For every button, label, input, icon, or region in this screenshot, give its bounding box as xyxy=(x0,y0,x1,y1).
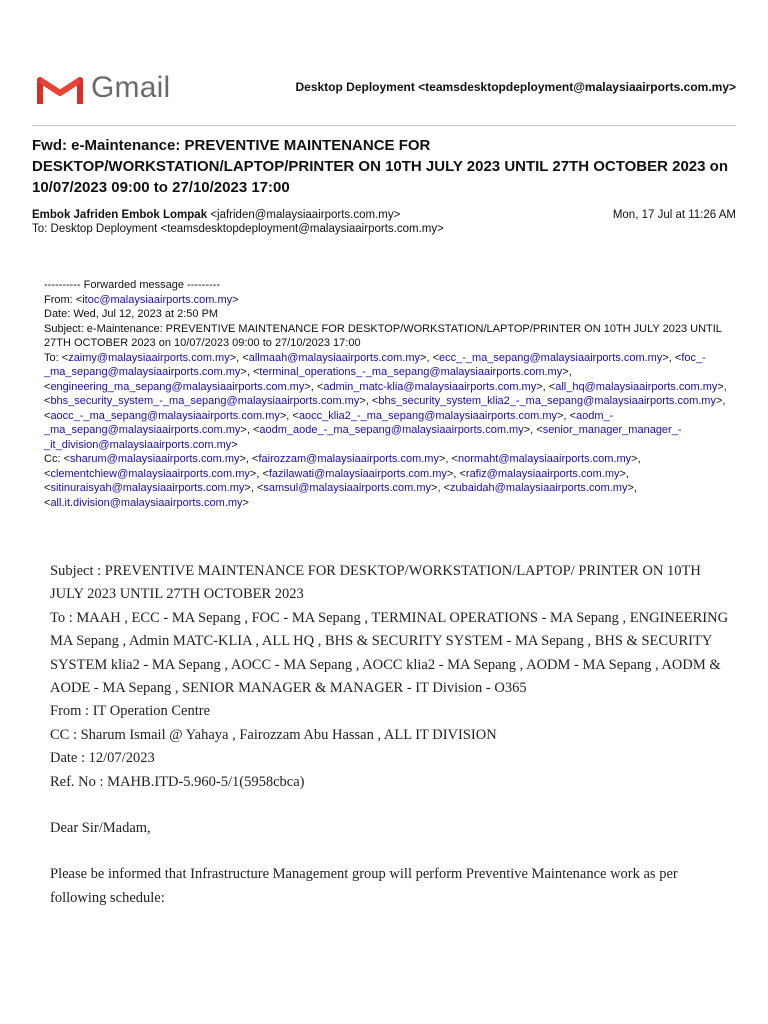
forward-subject: Subject: e-Maintenance: PREVENTIVE MAINTENANCE FOR DESKTOP/WORKSTATION/LAPTOP/PRINTER ON 10TH JULY 2023 UNTIL 27TH OCTOBER 2023 on 10/07/2023 09:00 to 27/10/2023 17:00 xyxy=(44,322,722,349)
header-divider xyxy=(32,125,736,126)
cc_recipients-email[interactable]: all.it.division@malaysiaairports.com.my xyxy=(50,496,243,509)
forward-from-label: From: < xyxy=(44,293,83,306)
gmail-header xyxy=(32,64,736,124)
body-cc: CC : Sharum Ismail @ Yahaya , Fairozzam Abu Hassan , ALL IT DIVISION xyxy=(50,726,497,743)
email-date: Mon, 17 Jul at 11:26 AM xyxy=(612,209,736,221)
to_recipients-email[interactable]: aocc_klia2_-_ma_sepang@malaysiaairports.com.my xyxy=(298,409,558,422)
forward-cc-recipients: <sharum@malaysiaairports.com.my>, <fairozzam@malaysiaairports.com.my>, <normaht@malaysiaairports.com.my>, <clementchiew@malaysiaairports.com.my>, <fazilawati@malaysiaairports.com.my>, <rafiz@malaysiaairports.com.my>, <sitinuraisyah@malaysiaairports.com.my>, <samsul@malaysiaairports.com.my>, <zubaidah@malaysiaairports.com.my>, <all.it.division@malaysiaairports.com.my> xyxy=(44,453,641,509)
body-date: Date : 12/07/2023 xyxy=(50,750,155,767)
forwarded-header xyxy=(44,278,734,510)
to_recipients-email[interactable]: aodm_-_ma_sepang@malaysiaairports.com.my xyxy=(44,409,614,436)
forward-from xyxy=(44,293,734,308)
sender-line xyxy=(32,208,736,222)
gmail-logo xyxy=(37,69,177,109)
to_recipients-email[interactable]: senior_manager_manager_-_it_division@malaysiaairports.com.my xyxy=(44,424,682,451)
forward-divider: ---------- Forwarded message --------- xyxy=(44,279,220,291)
forward-to-label: To: xyxy=(44,351,59,364)
sender-email: <jafriden@malaysiaairports.com.my> xyxy=(210,209,401,221)
body-from: From : IT Operation Centre xyxy=(50,703,211,720)
to_recipients-email[interactable]: engineering_ma_sepang@malaysiaairports.com.my xyxy=(50,380,305,393)
cc_recipients-email[interactable]: fairozzam@malaysiaairports.com.my xyxy=(258,453,439,465)
email-subject: Fwd: e-Maintenance: PREVENTIVE MAINTENANCE FOR DESKTOP/WORKSTATION/LAPTOP/PRINTER ON 10TH JULY 2023 UNTIL 27TH OCTOBER 2023 on 10/07/2023 09:00 to 27/10/2023 17:00 xyxy=(32,137,728,196)
sender-name: Embok Jafriden Embok Lompak xyxy=(32,209,208,221)
cc_recipients-email[interactable]: rafiz@malaysiaairports.com.my xyxy=(465,467,620,480)
gmail-m-icon xyxy=(37,71,83,107)
spacer xyxy=(50,840,730,863)
body-to: To : MAAH , ECC - MA Sepang , FOC - MA Sepang , TERMINAL OPERATIONS - MA Sepang , ENGINEERING MA Sepang , Admin MATC-KLIA , ALL HQ , BHS & SECURITY SYSTEM - MA Sepang , BHS & SECURITY SYSTEM klia2 - MA Sepang , AOCC - MA Sepang , AOCC klia2 - MA Sepang , AODM - MA Sepang , AODM & AODE - MA Sepang , SENIOR MANAGER & MANAGER - IT Division - O365 xyxy=(50,609,729,697)
forward-cc-label: Cc: xyxy=(44,453,61,465)
cc_recipients-email[interactable]: sitinuraisyah@malaysiaairports.com.my xyxy=(50,482,245,494)
cc_recipients-email[interactable]: normaht@malaysiaairports.com.my xyxy=(457,453,632,465)
forward-to xyxy=(44,351,734,453)
cc_recipients-email[interactable]: zubaidah@malaysiaairports.com.my xyxy=(450,482,628,494)
to_recipients-email[interactable]: all_hq@malaysiaairports.com.my xyxy=(555,380,718,393)
spacer xyxy=(50,794,730,817)
forward-from-close: > xyxy=(232,293,239,306)
gmail-wordmark: Gmail xyxy=(91,71,171,104)
body-subject: Subject : PREVENTIVE MAINTENANCE FOR DESKTOP/WORKSTATION/LAPTOP/ PRINTER ON 10TH JULY 2023 UNTIL 27TH OCTOBER 2023 xyxy=(50,563,701,603)
cc_recipients-email[interactable]: sharum@malaysiaairports.com.my xyxy=(70,453,240,465)
to_recipients-email[interactable]: bhs_security_system_-_ma_sepang@malaysiaairports.com.my xyxy=(50,395,360,407)
cc_recipients-email[interactable]: fazilawati@malaysiaairports.com.my xyxy=(268,467,447,480)
to_recipients-email[interactable]: terminal_operations_-_ma_sepang@malaysiaairports.com.my xyxy=(259,366,563,378)
to_recipients-email[interactable]: admin_matc-klia@malaysiaairports.com.my xyxy=(323,380,537,393)
forward-cc xyxy=(44,452,734,510)
cc_recipients-email[interactable]: samsul@malaysiaairports.com.my xyxy=(263,482,432,494)
to_recipients-email[interactable]: bhs_security_system_klia2_-_ma_sepang@malaysiaairports.com.my xyxy=(378,395,716,407)
to_recipients-email[interactable]: allmaah@malaysiaairports.com.my xyxy=(248,351,421,364)
email-body xyxy=(50,560,730,910)
body-greeting: Dear Sir/Madam, xyxy=(50,820,151,837)
account-address: Desktop Deployment <teamsdesktopdeployment@malaysiaairports.com.my> xyxy=(295,80,736,94)
to_recipients-email[interactable]: aocc_-_ma_sepang@malaysiaairports.com.my xyxy=(50,409,280,422)
to_recipients-email[interactable]: aodm_aode_-_ma_sepang@malaysiaairports.com.my xyxy=(259,424,524,436)
cc_recipients-email[interactable]: clementchiew@malaysiaairports.com.my xyxy=(50,467,250,480)
recipient-line: To: Desktop Deployment <teamsdesktopdeployment@malaysiaairports.com.my> xyxy=(32,223,444,235)
forward-date: Date: Wed, Jul 12, 2023 at 2:50 PM xyxy=(44,308,219,320)
to_recipients-email[interactable]: zaimy@malaysiaairports.com.my xyxy=(68,351,230,364)
forward-from-email[interactable]: itoc@malaysiaairports.com.my xyxy=(82,293,233,306)
body-paragraph: Please be informed that Infrastructure Management group will perform Preventive Maintenance work as per following schedule: xyxy=(50,866,678,906)
forward-to-recipients: <zaimy@malaysiaairports.com.my>, <allmaah@malaysiaairports.com.my>, <ecc_-_ma_sepang@malaysiaairports.com.my>, <foc_-_ma_sepang@malaysiaairports.com.my>, <terminal_operations_-_ma_sepang@malaysiaairports.com.my>, <engineering_ma_sepang@malaysiaairports.com.my>, <admin_matc-klia@malaysiaairports.com.my>, <all_hq@malaysiaairports.com.my>, <bhs_security_system_-_ma_sepang@malaysiaairports.com.my>, <bhs_security_system_klia2_-_ma_sepang@malaysiaairports.com.my>, <aocc_-_ma_sepang@malaysiaairports.com.my>, <aocc_klia2_-_ma_sepang@malaysiaairports.com.my>, <aodm_-_ma_sepang@malaysiaairports.com.my>, <aodm_aode_-_ma_sepang@malaysiaairports.com.my>, <senior_manager_manager_-_it_division@malaysiaairports.com.my> xyxy=(44,351,727,451)
to_recipients-email[interactable]: foc_-_ma_sepang@malaysiaairports.com.my xyxy=(44,351,706,378)
to_recipients-email[interactable]: ecc_-_ma_sepang@malaysiaairports.com.my xyxy=(439,351,663,364)
body-ref: Ref. No : MAHB.ITD-5.960-5/1(5958cbca) xyxy=(50,773,305,790)
